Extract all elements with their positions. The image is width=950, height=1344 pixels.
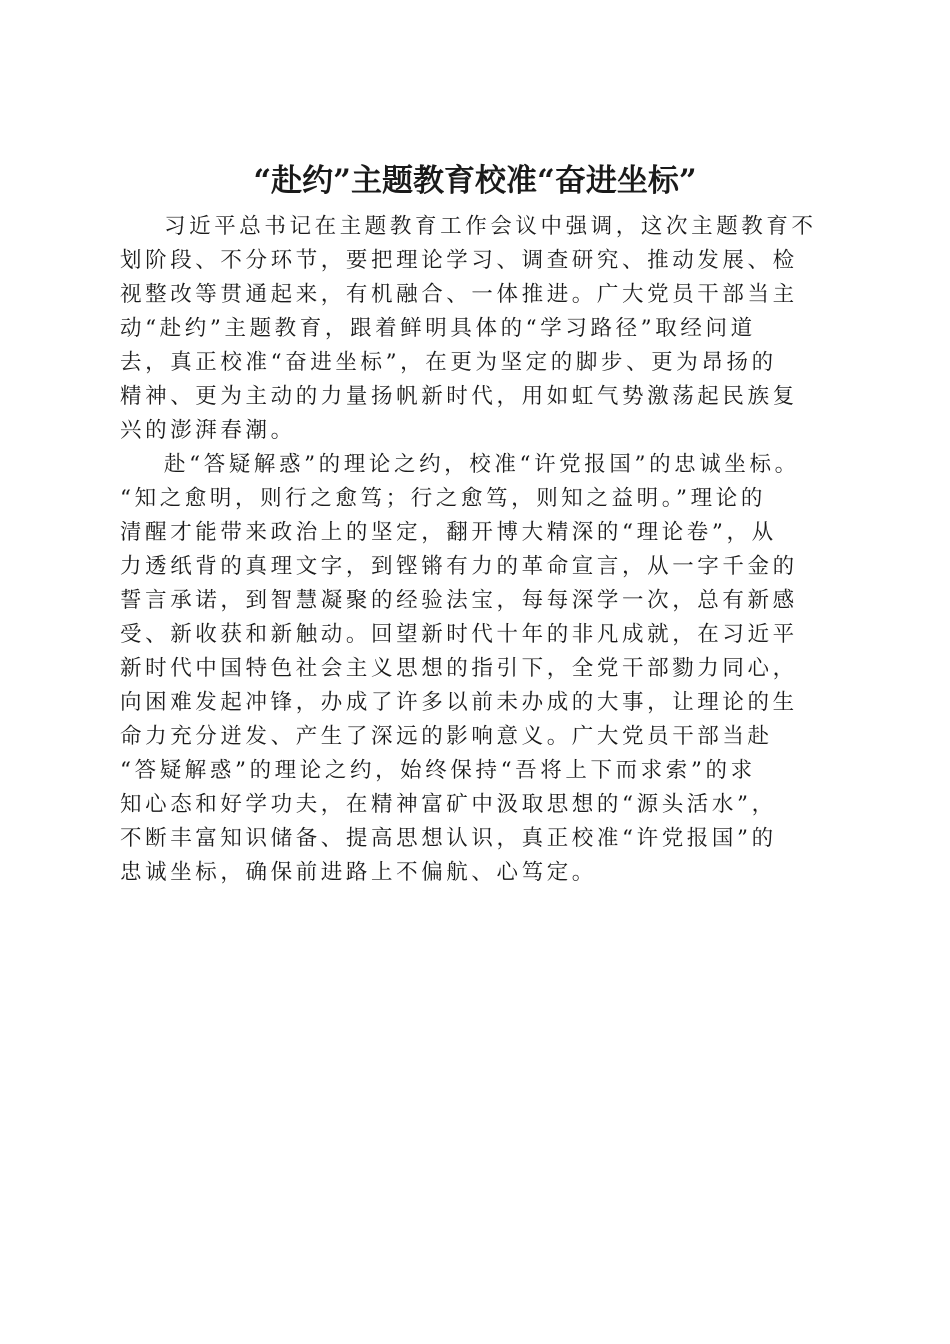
- paragraph-line: “答疑解惑”的理论之约，始终保持“吾将上下而求索”的求: [120, 758, 756, 783]
- paragraph-line: 习近平总书记在主题教育工作会议中强调，这次主题教育不: [164, 214, 817, 239]
- paragraph-line: 视整改等贯通起来，有机融合、一体推进。广大党员干部当主: [120, 282, 798, 307]
- paragraph-line: 赴“答疑解惑”的理论之约，校准“许党报国”的忠诚坐标。: [164, 452, 800, 477]
- paragraph-line: 不断丰富知识储备、提高思想认识，真正校准“许党报国”的: [120, 826, 777, 851]
- document-body: [120, 210, 840, 890]
- paragraph-line: 清醒才能带来政治上的坚定，翻开博大精深的“理论卷”，从: [120, 520, 777, 545]
- paragraph-line: 去，真正校准“奋进坐标”，在更为坚定的脚步、更为昂扬的: [120, 350, 777, 375]
- paragraph-2: [120, 448, 840, 890]
- paragraph-line: 新时代中国特色社会主义思想的指引下，全党干部勠力同心，: [120, 656, 798, 681]
- paragraph-line: 力透纸背的真理文字，到铿锵有力的革命宣言，从一字千金的: [120, 554, 798, 579]
- paragraph-line: 兴的澎湃春潮。: [120, 418, 296, 443]
- paragraph-line: 向困难发起冲锋，办成了许多以前未办成的大事，让理论的生: [120, 690, 798, 715]
- paragraph-line: “知之愈明，则行之愈笃；行之愈笃，则知之益明。”理论的: [120, 486, 766, 511]
- paragraph-line: 命力充分迸发、产生了深远的影响意义。广大党员干部当赴: [120, 724, 773, 749]
- paragraph-line: 誓言承诺，到智慧凝聚的经验法宝，每每深学一次，总有新感: [120, 588, 798, 613]
- paragraph-line: 知心态和好学功夫，在精神富矿中汲取思想的“源头活水”，: [120, 792, 777, 817]
- paragraph-line: 精神、更为主动的力量扬帆新时代，用如虹气势激荡起民族复: [120, 384, 798, 409]
- paragraph-1: [120, 210, 840, 448]
- paragraph-line: 动“赴约”主题教育，跟着鲜明具体的“学习路径”取经问道: [120, 316, 756, 341]
- document-title: “赴约”主题教育校准“奋进坐标”: [253, 162, 697, 199]
- paragraph-line: 忠诚坐标，确保前进路上不偏航、心笃定。: [120, 860, 597, 885]
- paragraph-line: 划阶段、不分环节，要把理论学习、调查研究、推动发展、检: [120, 248, 798, 273]
- paragraph-line: 受、新收获和新触动。回望新时代十年的非凡成就，在习近平: [120, 622, 798, 647]
